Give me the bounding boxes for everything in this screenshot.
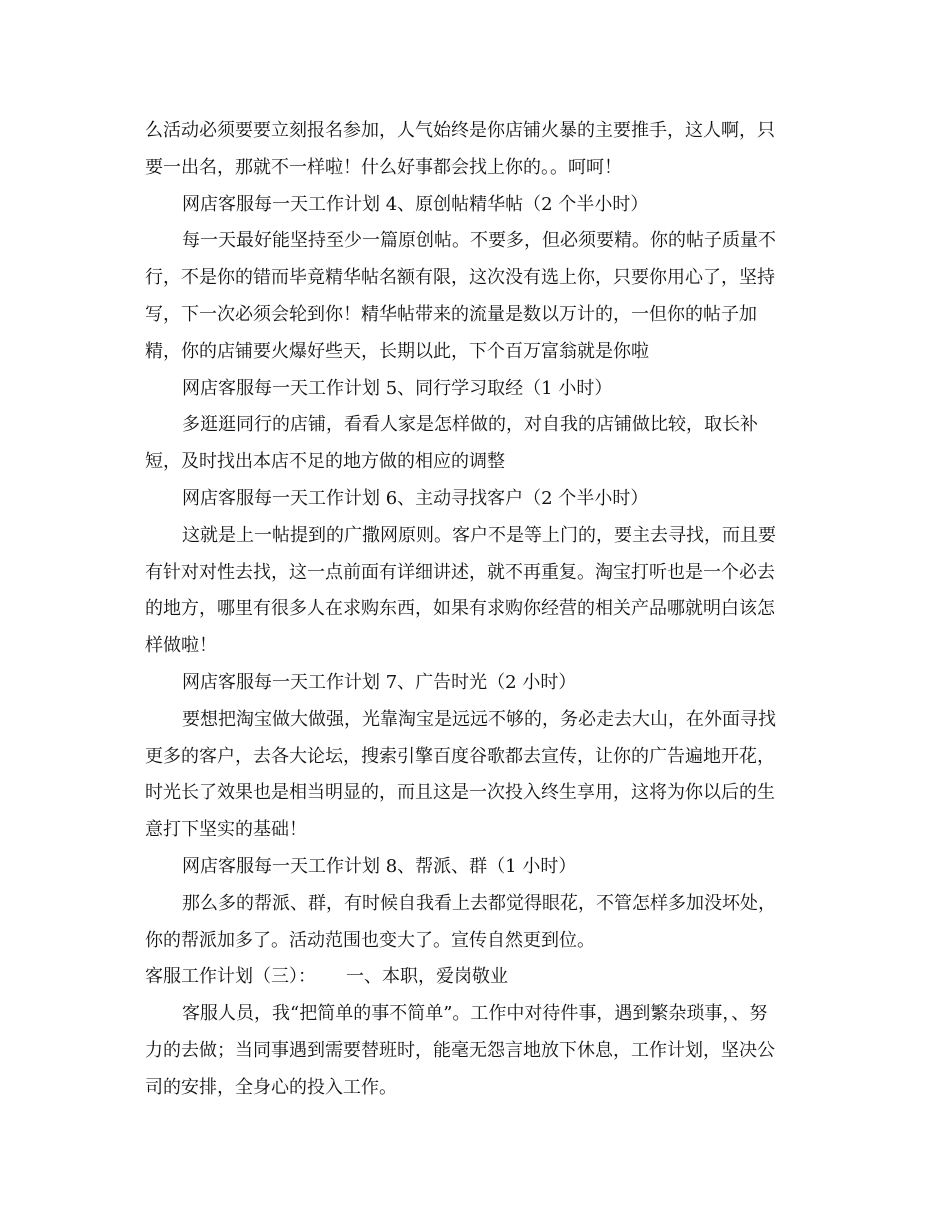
text-line: 样做啦！ [145, 635, 217, 657]
text-line: 那么多的帮派、群，有时候自我看上去都觉得眼花，不管怎样多加没坏处， [182, 892, 776, 914]
text-line: 更多的客户，去各大论坛，搜索引擎百度谷歌都去宣传，让你的广告遍地开花， [145, 745, 775, 767]
section-subtitle: 一、本职，爱岗敬业 [346, 966, 508, 988]
text-line: 要想把淘宝做大做强，光靠淘宝是远远不够的，务必走去大山，在外面寻找 [182, 708, 776, 730]
body-text-block-after [145, 996, 805, 1106]
text-line: 要一出名，那就不一样啦！什么好事都会找上你的。。呵呵！ [145, 156, 622, 178]
text-line: 网店客服每一天工作计划 4、原创帖精华帖（2 个半小时） [182, 193, 649, 215]
section-title: 客服工作计划（三）： [145, 966, 316, 988]
document-page [145, 113, 805, 1107]
text-line: 网店客服每一天工作计划 8、帮派、群（1 小时） [182, 855, 577, 877]
text-line: 有针对对性去找，这一点前面有详细讲述，就不再重复。淘宝打听也是一个必去 [145, 561, 775, 583]
text-line: 这就是上一帖提到的广撒网原则。客户不是等上门的，要主去寻找，而且要 [182, 524, 776, 546]
text-line: 多逛逛同行的店铺，看看人家是怎样做的，对自我的店铺做比较，取长补 [182, 414, 758, 436]
text-line: 网店客服每一天工作计划 5、同行学习取经（1 小时） [182, 377, 613, 399]
text-line: 精，你的店铺要火爆好些天，长期以此，下个百万富翁就是你啦 [145, 340, 649, 362]
section-heading [145, 959, 805, 996]
text-line: 网店客服每一天工作计划 7、广告时光（2 小时） [182, 671, 577, 693]
text-line: 的地方，哪里有很多人在求购东西，如果有求购你经营的相关产品哪就明白该怎 [145, 598, 775, 620]
text-line: 意打下坚实的基础！ [145, 819, 307, 841]
text-line: 写，下一次必须会轮到你！精华帖带来的流量是数以万计的，一但你的帖子加 [145, 303, 757, 325]
text-line: 么活动必须要要立刻报名参加，人气始终是你店铺火暴的主要推手，这人啊，只 [145, 120, 775, 141]
text-line: 每一天最好能坚持至少一篇原创帖。不要多，但必须要精。你的帖子质量不 [182, 230, 776, 252]
text-line: 力的去做；当同事遇到需要替班时，能毫无怨言地放下休息，工作计划，坚决公 [145, 1039, 775, 1061]
text-line: 网店客服每一天工作计划 6、主动寻找客户（2 个半小时） [182, 487, 649, 509]
text-line: 短，及时找出本店不足的地方做的相应的调整 [145, 451, 505, 473]
text-line: 司的安排，全身心的投入工作。 [145, 1076, 397, 1098]
body-text-block [145, 113, 805, 959]
text-line: 客服人员，我“把简单的事不简单”。工作中对待件事，遇到繁杂琐事，、努 [182, 1003, 768, 1025]
text-line: 你的帮派加多了。活动范围也变大了。宣传自然更到位。 [145, 929, 595, 951]
text-line: 时光长了效果也是相当明显的，而且这是一次投入终生享用，这将为你以后的生 [145, 782, 775, 804]
text-line: 行，不是你的错而毕竟精华帖名额有限，这次没有选上你，只要你用心了，坚持 [145, 267, 775, 289]
